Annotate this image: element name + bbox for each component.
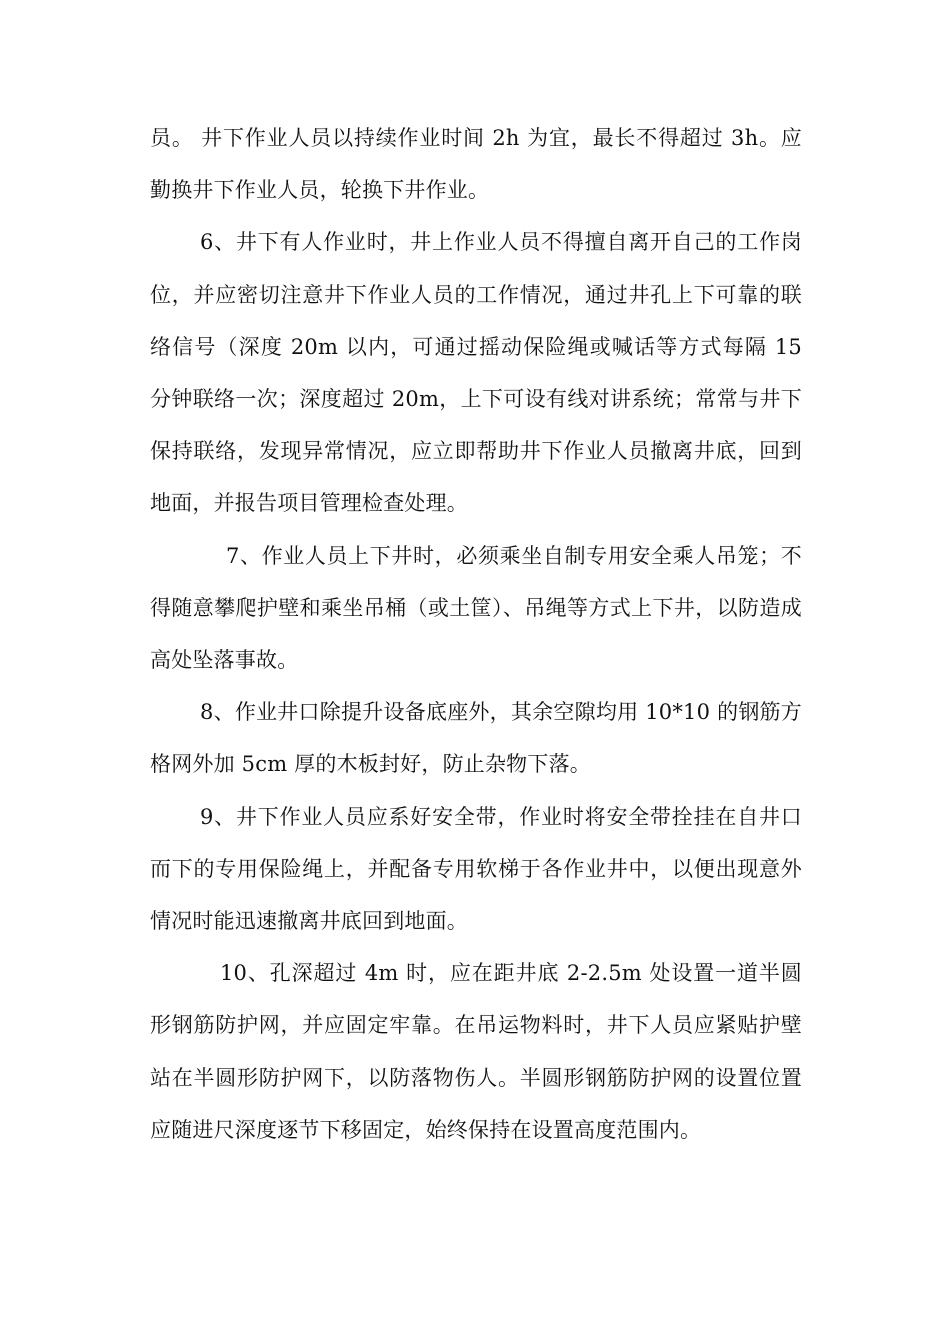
document-body bbox=[150, 112, 802, 1156]
paragraph-continuation: 员。 井下作业人员以持续作业时间 2h 为宜，最长不得超过 3h。应勤换井下作业人员，轮换下井作业。 bbox=[150, 126, 802, 203]
paragraph-item-10: 10、孔深超过 4m 时，应在距井底 2-2.5m 处设置一道半圆形钢筋防护网，并应固定牢靠。在吊运物料时，井下人员应紧贴护壁站在半圆形防护网下，以防落物伤人。半圆形钢筋防护网的设置位置应随进尺深度逐节下移固定，始终保持在设置高度范围内。 bbox=[150, 961, 802, 1142]
paragraph-item-6: 6、井下有人作业时，井上作业人员不得擅自离开自己的工作岗位，并应密切注意井下作业人员的工作情况，通过井孔上下可靠的联络信号（深度 20m 以内，可通过摇动保险绳或喊话等方式每隔 15 分钟联络一次；深度超过 20m，上下可设有线对讲系统；常常与井下保持联络，发现异常情况，应立即帮助井下作业人员撤离井底，回到地面，并报告项目管理检查处理。 bbox=[150, 230, 802, 516]
paragraph-item-9: 9、井下作业人员应系好安全带，作业时将安全带拴挂在自井口而下的专用保险绳上，并配备专用软梯于各作业井中，以便出现意外情况时能迅速撤离井底回到地面。 bbox=[150, 804, 802, 934]
paragraph-item-8: 8、作业井口除提升设备底座外，其余空隙均用 10*10 的钢筋方格网外加 5cm 厚的木板封好，防止杂物下落。 bbox=[150, 700, 802, 777]
paragraph-item-7: 7、作业人员上下井时，必须乘坐自制专用安全乘人吊笼；不得随意攀爬护壁和乘坐吊桶（或土筐）、吊绳等方式上下井，以防造成高处坠落事故。 bbox=[150, 543, 802, 673]
